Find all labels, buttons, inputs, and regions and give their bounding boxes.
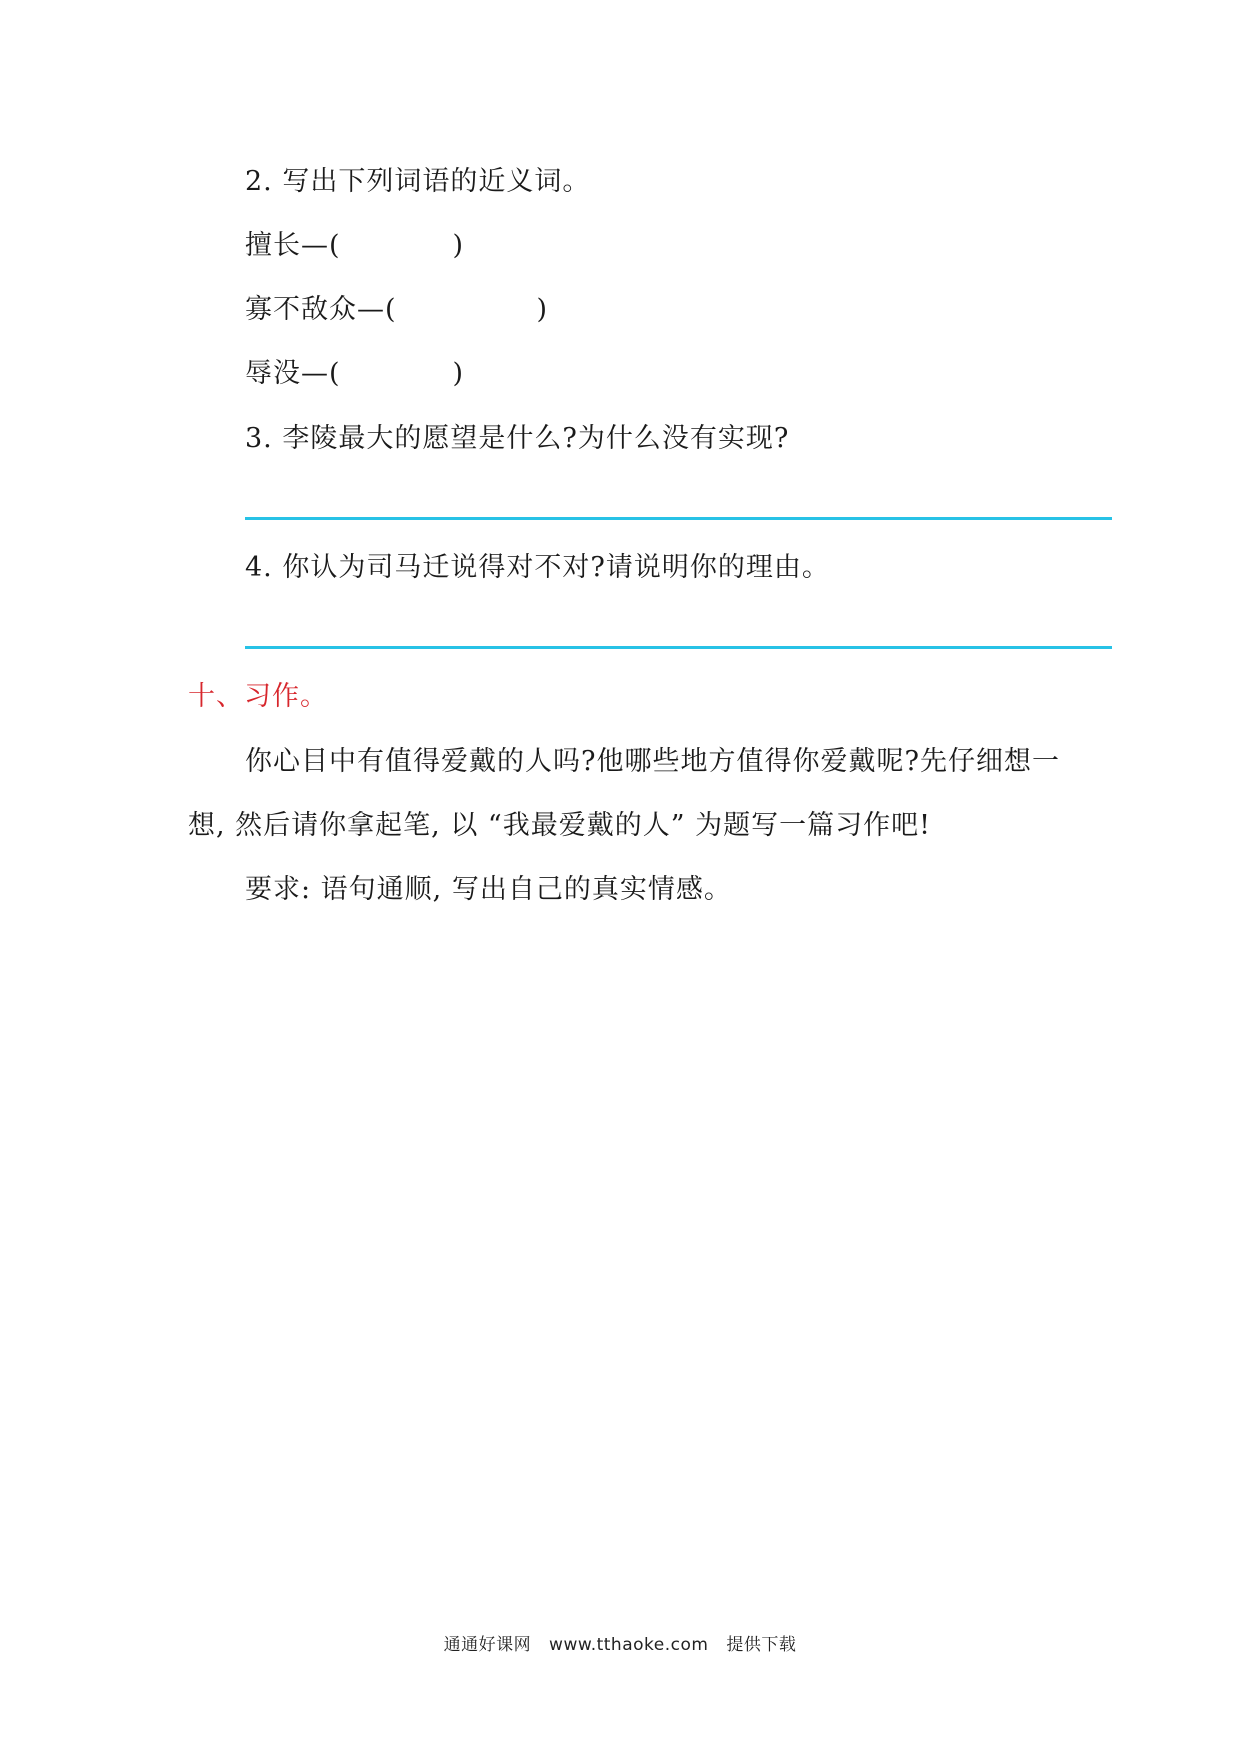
q3-prompt: 3. 李陵最大的愿望是什么?为什么没有实现?: [245, 423, 790, 454]
section-10-requirement: 要求: 语句通顺, 写出自己的真实情感。: [245, 874, 732, 905]
footer-note: 提供下载: [726, 1635, 797, 1655]
q2-item-3-close: ): [452, 358, 465, 389]
q2-item-2-word: 寡不敌众—(: [245, 294, 397, 325]
footer-site-name: 通通好课网: [443, 1635, 532, 1655]
q4-prompt: 4. 你认为司马迁说得对不对?请说明你的理由。: [245, 552, 830, 583]
q4-answer-line[interactable]: [245, 646, 1112, 649]
q2-item-3: [245, 354, 464, 394]
section-10-heading: 十、习作。: [188, 681, 328, 712]
section-10-paragraph-line-1: 你心目中有值得爱戴的人吗?他哪些地方值得你爱戴呢?先仔细想一: [245, 746, 1060, 777]
q2-item-1: [245, 226, 464, 266]
q2-item-2: [245, 290, 548, 330]
section-10-paragraph-line-2: 想, 然后请你拿起笔, 以 “我最爱戴的人” 为题写一篇习作吧!: [188, 810, 931, 841]
q2-prompt: 2. 写出下列词语的近义词。: [245, 166, 591, 197]
q2-item-1-word: 擅长—(: [245, 230, 341, 261]
q2-item-3-word: 辱没—(: [245, 358, 341, 389]
footer-url[interactable]: www.tthaoke.com: [549, 1635, 709, 1655]
q2-item-2-close: ): [536, 294, 549, 325]
page-footer: [0, 1630, 1240, 1655]
q3-answer-line[interactable]: [245, 517, 1112, 520]
q2-item-1-close: ): [452, 230, 465, 261]
